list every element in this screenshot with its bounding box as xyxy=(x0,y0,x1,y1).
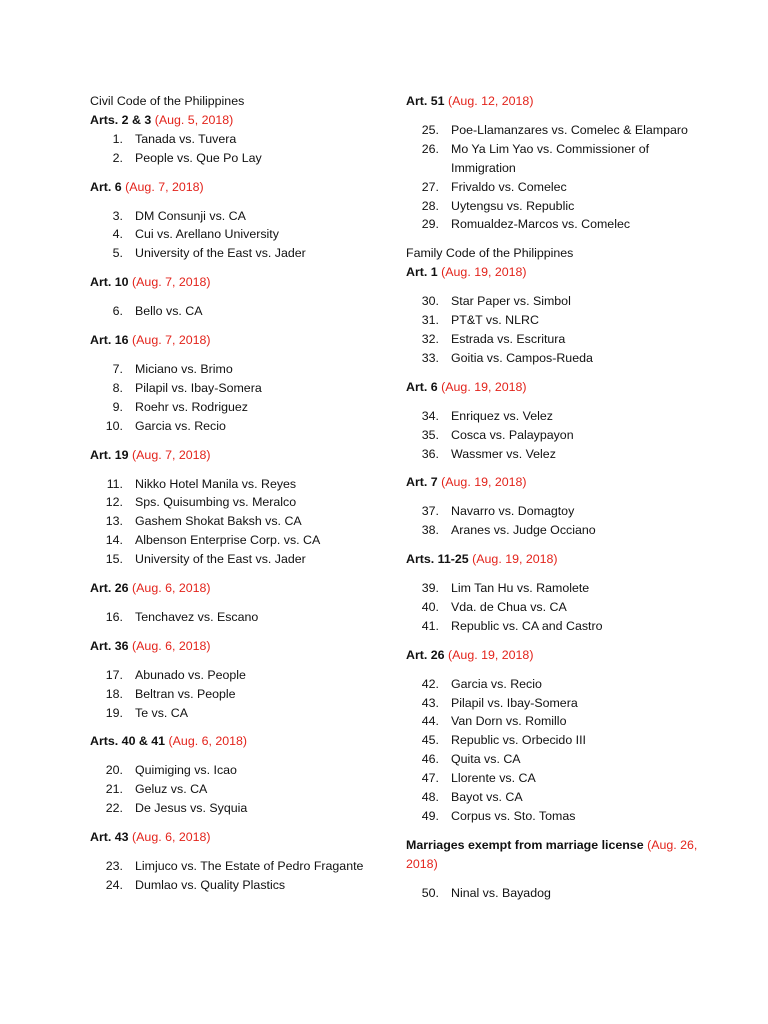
case-title: Gashem Shokat Baksh vs. CA xyxy=(135,514,302,529)
case-number: 5. xyxy=(112,246,123,261)
article-heading xyxy=(90,178,380,197)
case-item xyxy=(90,360,380,379)
article-label: Art. 6 xyxy=(90,179,122,194)
case-number: 46. xyxy=(421,752,439,767)
case-section xyxy=(406,550,706,636)
case-item xyxy=(406,121,706,140)
case-section xyxy=(90,579,380,627)
case-title: Cui vs. Arellano University xyxy=(135,227,279,242)
case-item xyxy=(406,731,706,750)
case-item xyxy=(406,579,706,598)
left-column xyxy=(90,92,380,905)
case-item xyxy=(90,761,380,780)
case-item xyxy=(90,550,380,569)
case-title: Sps. Quisumbing vs. Meralco xyxy=(135,495,297,510)
case-title: Aranes vs. Judge Occiano xyxy=(451,523,596,538)
case-number: 7. xyxy=(112,361,123,376)
session-date: (Aug. 6, 2018) xyxy=(132,581,211,596)
case-number: 2. xyxy=(112,150,123,165)
case-item xyxy=(406,617,706,636)
session-date: (Aug. 5, 2018) xyxy=(154,112,234,127)
article-label: Art. 51 xyxy=(406,94,445,108)
article-heading xyxy=(90,732,380,751)
case-title: Garcia vs. Recio xyxy=(451,676,542,691)
case-number: 24. xyxy=(105,877,123,892)
case-title: Nikko Hotel Manila vs. Reyes xyxy=(135,476,297,491)
case-item xyxy=(90,531,380,550)
case-title: Abunado vs. People xyxy=(135,667,246,682)
case-title: Tanada vs. Tuvera xyxy=(135,131,237,146)
article-heading xyxy=(406,646,706,665)
case-number: 41. xyxy=(421,618,439,633)
case-number: 36. xyxy=(421,446,439,461)
case-title: Republic vs. Orbecido III xyxy=(451,733,586,748)
case-number: 6. xyxy=(112,304,123,319)
case-number: 49. xyxy=(421,809,439,823)
session-date: (Aug. 7, 2018) xyxy=(132,275,211,290)
case-list xyxy=(90,360,380,436)
case-list xyxy=(406,579,706,636)
case-section xyxy=(406,378,706,464)
article-label: Art. 10 xyxy=(90,275,129,290)
case-title: Enriquez vs. Velez xyxy=(451,408,553,423)
case-title: Mo Ya Lim Yao vs. Commissioner of Immigration xyxy=(451,141,650,175)
case-item xyxy=(406,750,706,769)
case-number: 39. xyxy=(421,581,439,596)
case-title: Garcia vs. Recio xyxy=(135,418,226,433)
case-section xyxy=(406,92,706,234)
case-item xyxy=(406,178,706,197)
case-number: 26. xyxy=(421,141,439,156)
case-item xyxy=(406,712,706,731)
case-title: Beltran vs. People xyxy=(135,686,236,701)
article-label: Art. 7 xyxy=(406,475,438,490)
case-item xyxy=(406,521,706,540)
case-item xyxy=(90,799,380,818)
case-list xyxy=(406,502,706,540)
session-date: (Aug. 19, 2018) xyxy=(448,647,534,662)
case-number: 18. xyxy=(105,686,123,701)
article-label: Arts. 11-25 xyxy=(406,552,469,567)
case-item xyxy=(406,502,706,521)
case-title: Poe-Llamanzares vs. Comelec & Elamparo xyxy=(451,122,688,137)
article-label: Arts. 40 & 41 xyxy=(90,734,166,749)
case-title: Navarro vs. Domagtoy xyxy=(451,504,575,519)
case-list xyxy=(90,130,380,168)
case-title: Republic vs. CA and Castro xyxy=(451,618,603,633)
case-title: University of the East vs. Jader xyxy=(135,552,306,567)
article-heading xyxy=(406,550,706,569)
case-title: Roehr vs. Rodriguez xyxy=(135,399,248,414)
case-number: 47. xyxy=(421,771,439,786)
case-number: 16. xyxy=(105,609,123,624)
case-item xyxy=(406,884,706,903)
case-number: 9. xyxy=(112,399,123,414)
article-label: Art. 1 xyxy=(406,265,438,280)
case-number: 12. xyxy=(105,495,123,510)
case-item xyxy=(406,598,706,617)
case-section xyxy=(90,637,380,723)
case-list xyxy=(90,761,380,818)
case-title: Estrada vs. Escritura xyxy=(451,331,566,346)
case-item xyxy=(406,215,706,234)
session-date: (Aug. 19, 2018) xyxy=(472,552,558,567)
case-number: 27. xyxy=(421,179,439,194)
case-item xyxy=(406,694,706,713)
case-item xyxy=(406,140,706,178)
case-item xyxy=(90,398,380,417)
case-item xyxy=(90,857,380,876)
case-item xyxy=(90,207,380,226)
case-item xyxy=(90,417,380,436)
article-heading xyxy=(90,579,380,598)
session-date: (Aug. 7, 2018) xyxy=(132,333,211,348)
case-title: Pilapil vs. Ibay-Somera xyxy=(451,695,578,710)
case-item xyxy=(90,704,380,723)
article-heading xyxy=(406,263,706,282)
case-number: 23. xyxy=(105,859,123,873)
case-number: 34. xyxy=(421,408,439,423)
case-section xyxy=(406,473,706,540)
case-number: 38. xyxy=(421,523,439,538)
case-title: Limjuco vs. The Estate of Pedro Fragante xyxy=(135,859,364,873)
case-item xyxy=(90,493,380,512)
case-title: Quita vs. CA xyxy=(451,752,521,767)
case-item xyxy=(90,780,380,799)
case-title: Romualdez-Marcos vs. Comelec xyxy=(451,217,631,232)
article-heading xyxy=(90,446,380,465)
session-date: (Aug. 19, 2018) xyxy=(441,475,527,490)
case-list xyxy=(406,884,706,903)
case-title: De Jesus vs. Syquia xyxy=(135,801,248,816)
case-number: 1. xyxy=(112,131,123,146)
session-date: (Aug. 7, 2018) xyxy=(125,179,204,194)
case-title: Corpus vs. Sto. Tomas xyxy=(451,809,576,823)
case-number: 17. xyxy=(105,667,123,682)
case-title: Goitia vs. Campos-Rueda xyxy=(451,350,593,365)
case-list xyxy=(406,407,706,464)
case-number: 11. xyxy=(106,476,123,491)
case-title: People vs. Que Po Lay xyxy=(135,150,262,165)
case-title: Ninal vs. Bayadog xyxy=(451,885,551,900)
case-number: 3. xyxy=(112,208,123,223)
case-number: 48. xyxy=(421,790,439,805)
case-list xyxy=(90,857,380,895)
case-section xyxy=(406,244,706,367)
case-title: Dumlao vs. Quality Plastics xyxy=(135,877,286,892)
case-item xyxy=(406,349,706,368)
case-item xyxy=(90,379,380,398)
case-title: Wassmer vs. Velez xyxy=(451,446,556,461)
case-number: 8. xyxy=(112,380,123,395)
case-list xyxy=(406,675,706,826)
case-list xyxy=(90,608,380,627)
case-number: 22. xyxy=(105,801,123,816)
case-number: 37. xyxy=(421,504,439,519)
case-section xyxy=(90,732,380,818)
article-heading xyxy=(406,836,706,874)
session-date: (Aug. 6, 2018) xyxy=(168,734,248,749)
case-title: Miciano vs. Brimo xyxy=(135,361,233,376)
case-item xyxy=(406,330,706,349)
case-title: Te vs. CA xyxy=(135,705,189,720)
session-date: (Aug. 7, 2018) xyxy=(132,447,211,462)
case-title: DM Consunji vs. CA xyxy=(135,208,246,223)
article-label: Art. 26 xyxy=(406,647,445,662)
article-label: Art. 26 xyxy=(90,581,129,596)
code-title: Family Code of the Philippines xyxy=(406,246,574,261)
case-item xyxy=(90,149,380,168)
article-label: Art. 36 xyxy=(90,638,129,653)
case-number: 44. xyxy=(421,714,439,729)
case-section xyxy=(90,331,380,436)
case-title: PT&T vs. NLRC xyxy=(451,313,539,328)
case-item xyxy=(90,512,380,531)
case-number: 42. xyxy=(421,676,439,691)
case-list xyxy=(406,292,706,368)
case-title: Cosca vs. Palaypayon xyxy=(451,427,574,442)
case-section xyxy=(90,273,380,321)
case-number: 28. xyxy=(421,198,439,213)
case-title: Albenson Enterprise Corp. vs. CA xyxy=(135,533,321,548)
case-title: Llorente vs. CA xyxy=(451,771,536,786)
case-section xyxy=(90,178,380,264)
case-section xyxy=(90,446,380,569)
case-number: 50. xyxy=(421,885,439,900)
case-title: Bello vs. CA xyxy=(135,304,203,319)
article-heading xyxy=(90,828,380,847)
case-number: 30. xyxy=(421,294,439,309)
case-section xyxy=(90,92,380,168)
case-title: Pilapil vs. Ibay-Somera xyxy=(135,380,262,395)
case-item xyxy=(90,130,380,149)
case-title: Frivaldo vs. Comelec xyxy=(451,179,567,194)
case-item xyxy=(406,445,706,464)
case-number: 45. xyxy=(421,733,439,748)
article-label: Art. 6 xyxy=(406,379,438,394)
case-number: 43. xyxy=(421,695,439,710)
case-title: Bayot vs. CA xyxy=(451,790,523,805)
case-number: 14. xyxy=(105,533,123,548)
case-item xyxy=(406,769,706,788)
article-heading xyxy=(406,92,706,111)
case-title: Uytengsu vs. Republic xyxy=(451,198,575,213)
case-number: 29. xyxy=(421,217,439,232)
session-date: (Aug. 26, 2018) xyxy=(406,837,698,871)
case-item xyxy=(90,244,380,263)
article-label: Art. 19 xyxy=(90,447,129,462)
case-title: Lim Tan Hu vs. Ramolete xyxy=(451,581,590,596)
case-number: 33. xyxy=(421,350,439,365)
case-item xyxy=(406,407,706,426)
case-list xyxy=(406,121,706,234)
case-number: 40. xyxy=(421,599,439,614)
case-item xyxy=(406,788,706,807)
case-item xyxy=(90,876,380,895)
article-heading xyxy=(90,273,380,292)
session-date: (Aug. 19, 2018) xyxy=(441,265,527,280)
case-item xyxy=(90,608,380,627)
case-item xyxy=(406,197,706,216)
case-number: 13. xyxy=(105,514,123,529)
case-title: Quimiging vs. Icao xyxy=(135,763,237,778)
case-title: Geluz vs. CA xyxy=(135,782,208,797)
case-number: 31. xyxy=(421,313,439,328)
article-label: Arts. 2 & 3 xyxy=(90,112,152,127)
case-item xyxy=(90,475,380,494)
case-number: 4. xyxy=(112,227,123,242)
article-label: Art. 43 xyxy=(90,830,129,845)
article-label: Marriages exempt from marriage license xyxy=(406,837,644,852)
case-number: 19. xyxy=(105,705,123,720)
case-title: University of the East vs. Jader xyxy=(135,246,306,261)
case-number: 10. xyxy=(105,418,123,433)
case-item xyxy=(90,225,380,244)
case-title: Vda. de Chua vs. CA xyxy=(451,599,567,614)
case-list xyxy=(90,666,380,723)
session-date: (Aug. 6, 2018) xyxy=(132,830,211,845)
case-title: Star Paper vs. Simbol xyxy=(451,294,571,309)
case-section xyxy=(406,836,706,903)
article-heading xyxy=(406,473,706,492)
code-title: Civil Code of the Philippines xyxy=(90,94,245,108)
case-number: 35. xyxy=(421,427,439,442)
article-heading xyxy=(406,378,706,397)
session-date: (Aug. 12, 2018) xyxy=(448,94,534,108)
case-item xyxy=(406,292,706,311)
case-item xyxy=(406,807,706,826)
case-item xyxy=(90,685,380,704)
case-section xyxy=(90,828,380,895)
case-title: Tenchavez vs. Escano xyxy=(135,609,259,624)
case-list xyxy=(90,475,380,570)
case-item xyxy=(90,666,380,685)
case-number: 25. xyxy=(421,122,439,137)
case-list xyxy=(90,302,380,321)
article-heading xyxy=(90,111,380,130)
article-heading xyxy=(90,331,380,350)
session-date: (Aug. 19, 2018) xyxy=(441,379,527,394)
right-column xyxy=(406,92,706,913)
case-number: 20. xyxy=(105,763,123,778)
article-label: Art. 16 xyxy=(90,333,129,348)
case-title: Van Dorn vs. Romillo xyxy=(451,714,567,729)
case-item xyxy=(406,426,706,445)
case-number: 21. xyxy=(105,782,123,797)
case-item xyxy=(90,302,380,321)
case-number: 32. xyxy=(421,331,439,346)
session-date: (Aug. 6, 2018) xyxy=(132,638,211,653)
case-list xyxy=(90,207,380,264)
article-heading xyxy=(90,637,380,656)
case-number: 15. xyxy=(105,552,123,567)
case-item xyxy=(406,311,706,330)
case-section xyxy=(406,646,706,826)
case-item xyxy=(406,675,706,694)
